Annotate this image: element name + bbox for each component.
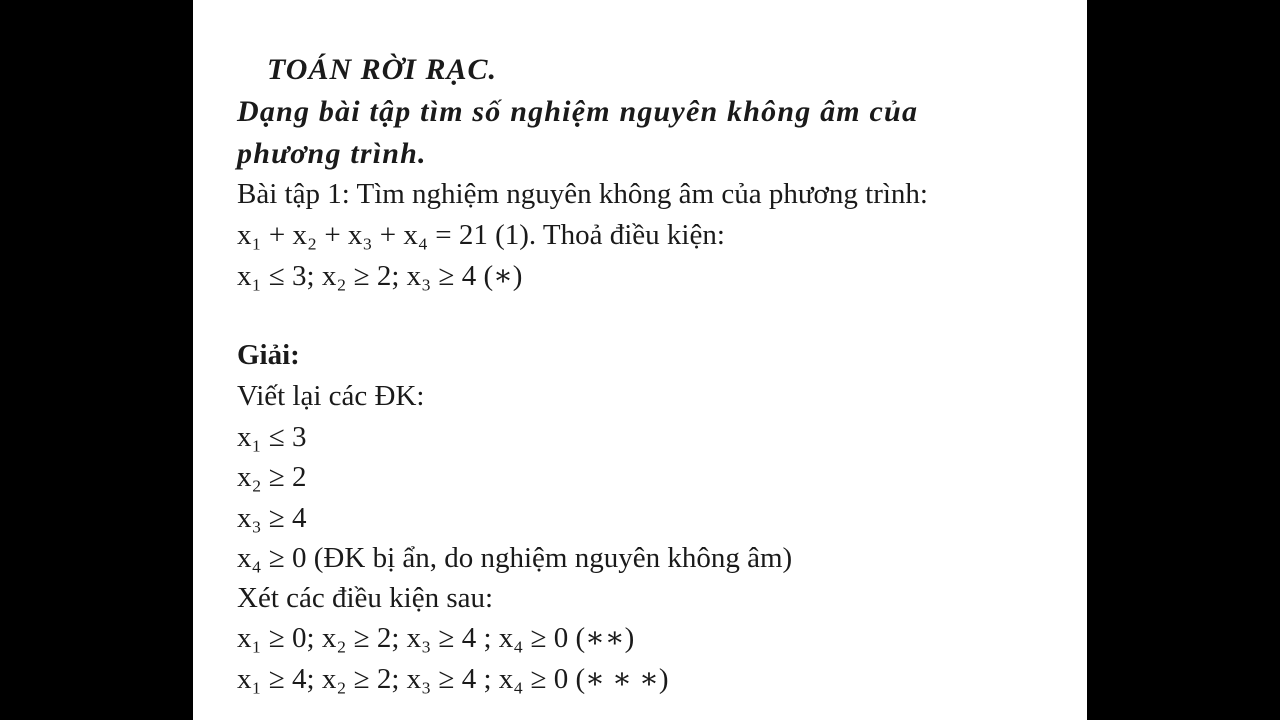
equation-line: x₁ + x₂ + x₃ + x₄ = 21 (1). Thoả điều kiện: <box>237 219 725 251</box>
condition-x3: x₃ ≥ 4 <box>237 502 307 534</box>
conditions-line: x₁ ≤ 3; x₂ ≥ 2; x₃ ≥ 4 (∗) <box>237 260 523 292</box>
document-page <box>193 0 1087 720</box>
condition-x4: x₄ ≥ 0 (ĐK bị ẩn, do nghiệm nguyên không âm) <box>237 542 793 574</box>
document-title: TOÁN RỜI RẠC. <box>267 53 498 86</box>
rewrite-conditions-text: Viết lại các ĐK: <box>237 380 425 412</box>
solution-heading: Giải: <box>237 339 300 371</box>
case-triple-star: x₁ ≥ 4; x₂ ≥ 2; x₃ ≥ 4 ; x₄ ≥ 0 (∗ ∗ ∗) <box>237 663 669 695</box>
document-subtitle-line-1: Dạng bài tập tìm số nghiệm nguyên không âm của <box>237 95 919 128</box>
case-double-star: x₁ ≥ 0; x₂ ≥ 2; x₃ ≥ 4 ; x₄ ≥ 0 (∗∗) <box>237 622 635 654</box>
condition-x1: x₁ ≤ 3 <box>237 421 307 453</box>
exercise-statement: Bài tập 1: Tìm nghiệm nguyên không âm của phương trình: <box>237 178 928 210</box>
consider-conditions-text: Xét các điều kiện sau: <box>237 582 494 614</box>
document-subtitle-line-2: phương trình. <box>237 137 427 170</box>
condition-x2: x₂ ≥ 2 <box>237 461 307 493</box>
